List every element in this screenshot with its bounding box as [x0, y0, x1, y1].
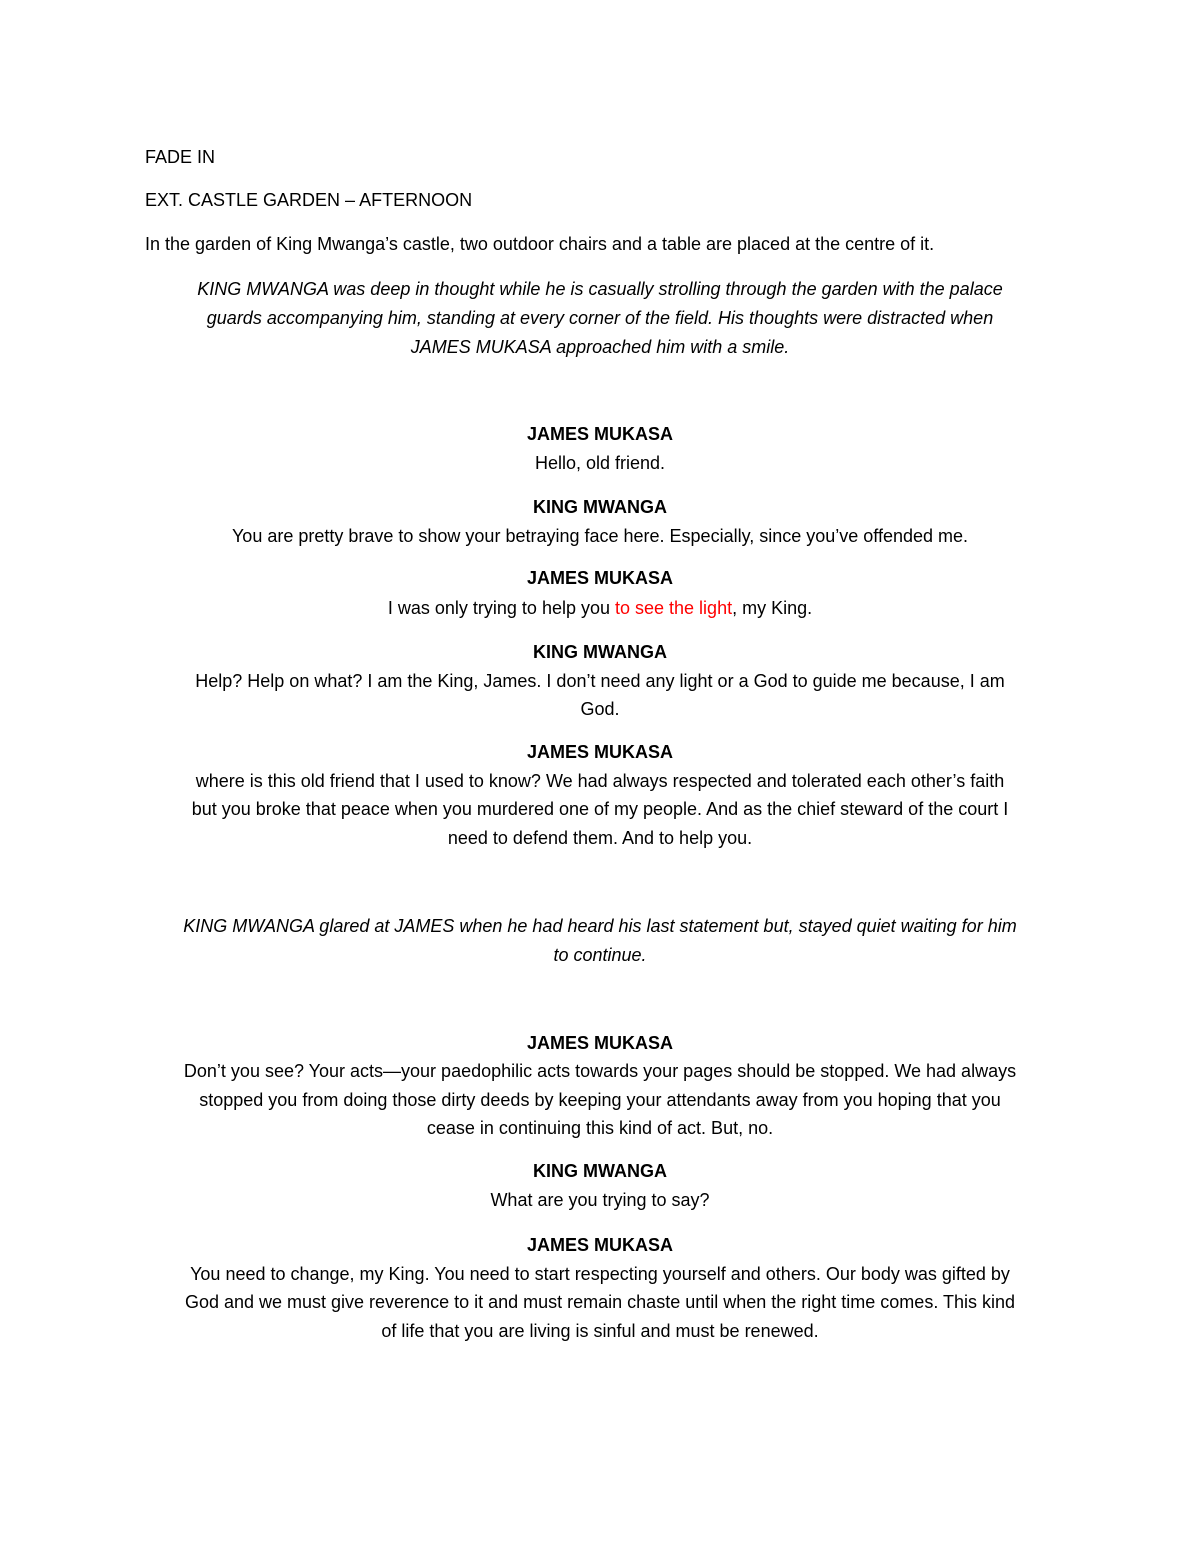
setting-description: In the garden of King Mwanga’s castle, two outdoor chairs and a table are placed at the centre of it. — [145, 234, 935, 254]
character-name: JAMES MUKASA — [526, 742, 673, 762]
character-name: JAMES MUKASA — [526, 1235, 673, 1255]
transition-fade-in: FADE IN — [145, 147, 216, 167]
dialogue-line: What are you trying to say? — [490, 1190, 710, 1210]
action-line: to continue. — [553, 945, 647, 965]
dialogue-line: You are pretty brave to show your betraying face here. Especially, since you’ve offended me. — [231, 526, 969, 546]
character-name: JAMES MUKASA — [526, 424, 673, 444]
dialogue-line: need to defend them. And to help you. — [447, 828, 753, 848]
dialogue-line: cease in continuing this kind of act. But, no. — [426, 1118, 774, 1138]
character-name: JAMES MUKASA — [526, 1033, 673, 1053]
action-line: KING MWANGA glared at JAMES when he had heard his last statement but, stayed quiet waiting for him — [183, 916, 1017, 936]
action-line: JAMES MUKASA approached him with a smile. — [410, 337, 790, 357]
dialogue-line: Help? Help on what? I am the King, James. I don’t need any light or a God to guide me because, I am — [195, 671, 1005, 691]
dialogue-line: but you broke that peace when you murdered one of my people. And as the chief steward of the court I — [191, 799, 1009, 819]
action-line: KING MWANGA was deep in thought while he is casually strolling through the garden with the palace — [197, 279, 1003, 299]
character-name: JAMES MUKASA — [526, 568, 673, 588]
dialogue-line: God and we must give reverence to it and must remain chaste until when the right time comes. This kind — [184, 1292, 1016, 1312]
scene-heading: EXT. CASTLE GARDEN – AFTERNOON — [145, 190, 473, 210]
character-name: KING MWANGA — [533, 497, 667, 517]
dialogue-line: Hello, old friend. — [534, 453, 666, 473]
dialogue-line: where is this old friend that I used to know? We had always respected and tolerated each other’s faith — [195, 771, 1005, 791]
dialogue-line: You need to change, my King. You need to start respecting yourself and others. Our body was gifted by — [190, 1264, 1010, 1284]
dialogue-line: God. — [580, 699, 620, 719]
action-line: guards accompanying him, standing at every corner of the field. His thoughts were distracted when — [206, 308, 994, 328]
dialogue-text: I was only trying to help you — [387, 598, 615, 618]
dialogue-line: of life that you are living is sinful and must be renewed. — [381, 1321, 819, 1341]
dialogue-line — [0, 596, 1200, 620]
highlighted-text: to see the light — [615, 598, 733, 618]
dialogue-text: , my King. — [732, 598, 813, 618]
dialogue-line: Don’t you see? Your acts—your paedophilic acts towards your pages should be stopped. We had always — [183, 1061, 1017, 1081]
character-name: KING MWANGA — [533, 1161, 667, 1181]
dialogue-line: stopped you from doing those dirty deeds by keeping your attendants away from you hoping that you — [199, 1090, 1001, 1110]
character-name: KING MWANGA — [533, 642, 667, 662]
